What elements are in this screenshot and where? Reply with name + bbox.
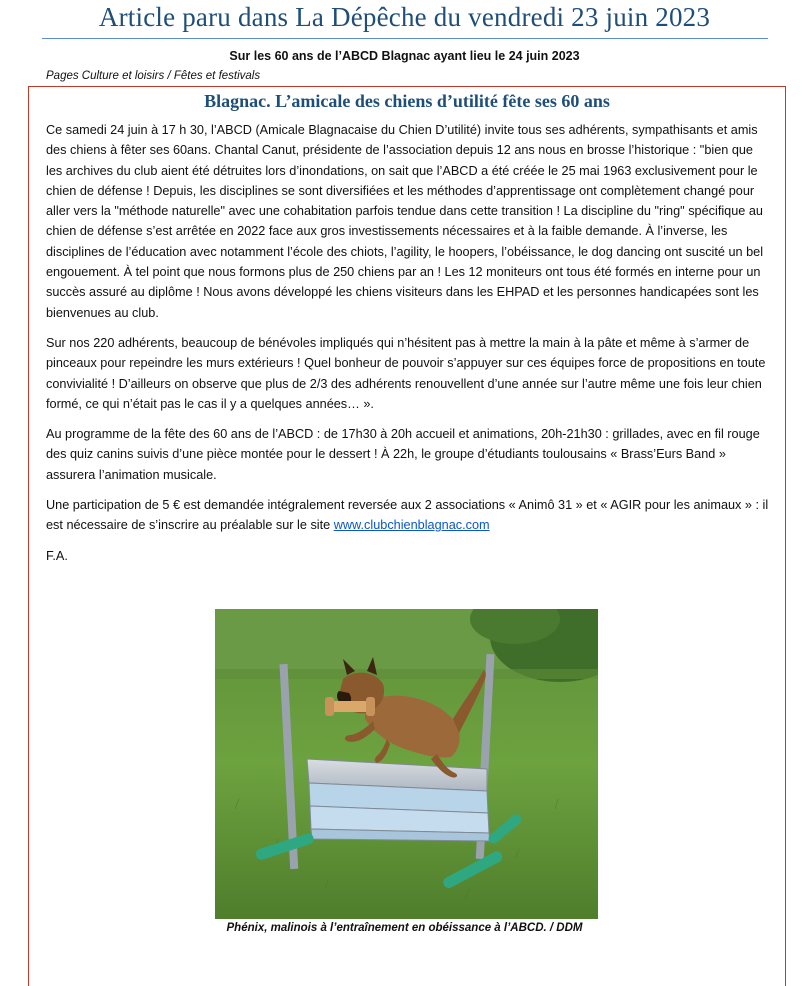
club-website-link[interactable]: www.clubchienblagnac.com (333, 518, 490, 533)
article-paragraph-1: Ce samedi 24 juin à 17 h 30, l’ABCD (Amicale Blagnacaise du Chien D’utilité) invite tous ses adhérents, sympathisants et amis des chiens à fêter ses 60ans. Chantal Canut, présidente de l’association depuis 12 ans nous en brosse l’historique : "bien que les archives du club aient été détruites lors d’inondations, on sait que l’ABCD a été créée le 25 mai 1963 exclusivement pour le chien de défense ! Depuis, les disciplines se sont diversifiées et les méthodes d’apprentissage ont complètement changé pour aller vers la "méthode naturelle" avec une cohabitation parfois tendue dans cette transition ! La discipline du "ring" spécifique au chien de défense s’est arrêtée en 2022 face aux gros investissements nécessaires et à la faible demande. À l’inverse, les disciplines de l’éducation avec notamment l’école des chiots, l’agility, le hoopers, l’obéissance, le dog dancing ont suscité un bel engouement. À tel point que nous formons plus de 250 chiens par an ! Les 12 moniteurs ont tous été formés en interne pour un succès assuré au diplôme ! Nous avons développé les chiens visiteurs dans les EHPAD et les personnes handicapées sont les bienvenues au club. (46, 123, 764, 320)
article-photo (215, 609, 598, 919)
title-underline (42, 38, 768, 39)
author-signature: F.A. (46, 548, 68, 563)
photo-caption: Phénix, malinois à l’entraînement en obéissance à l’ABCD. / DDM (226, 922, 583, 934)
article-paragraph-4 (46, 495, 771, 536)
article-paragraph-3: Au programme de la fête des 60 ans de l’ABCD : de 17h30 à 20h accueil et animations, 20h-21h30 : grillades, avec en fil rouge des quiz canins suivis d’une pièce montée pour le dessert ! À 22h, le groupe d’étudiants toulousains « Brass’Eurs Band » assurera l’animation musicale. (46, 427, 760, 482)
article-headline: Blagnac. L’amicale des chiens d’utilité fête ses 60 ans (204, 91, 610, 111)
participation-text: Une participation de 5 € est demandée intégralement reversée aux 2 associations « Animô 31 » et « AGIR pour les animaux » : il est nécessaire de s’inscrire au préalable sur le site (46, 498, 769, 533)
article-body (46, 120, 771, 576)
article-paragraph-2: Sur nos 220 adhérents, beaucoup de bénévoles impliqués qui n’hésitent pas à mettre la main à la pâte et même à s’armer de pinceaux pour repeindre les murs extérieurs ! Quel bonheur de pouvoir s’appuyer sur ces équipes force de propositions en toute convivialité ! D’ailleurs on observe que plus de 2/3 des adhérents renouvellent d’une année sur l’autre même une fois leur chien formé, ce qui n’était pas le cas il y a quelques années… ». (46, 335, 766, 411)
document-subtitle: Sur les 60 ans de l’ABCD Blagnac ayant lieu le 24 juin 2023 (229, 49, 580, 63)
article-source-title: Article paru dans La Dépêche du vendredi 23 juin 2023 (98, 2, 711, 32)
dog-jumping-hurdle-illustration (215, 609, 598, 919)
newspaper-rubric: Pages Culture et loisirs / Fêtes et festivals (46, 70, 261, 82)
